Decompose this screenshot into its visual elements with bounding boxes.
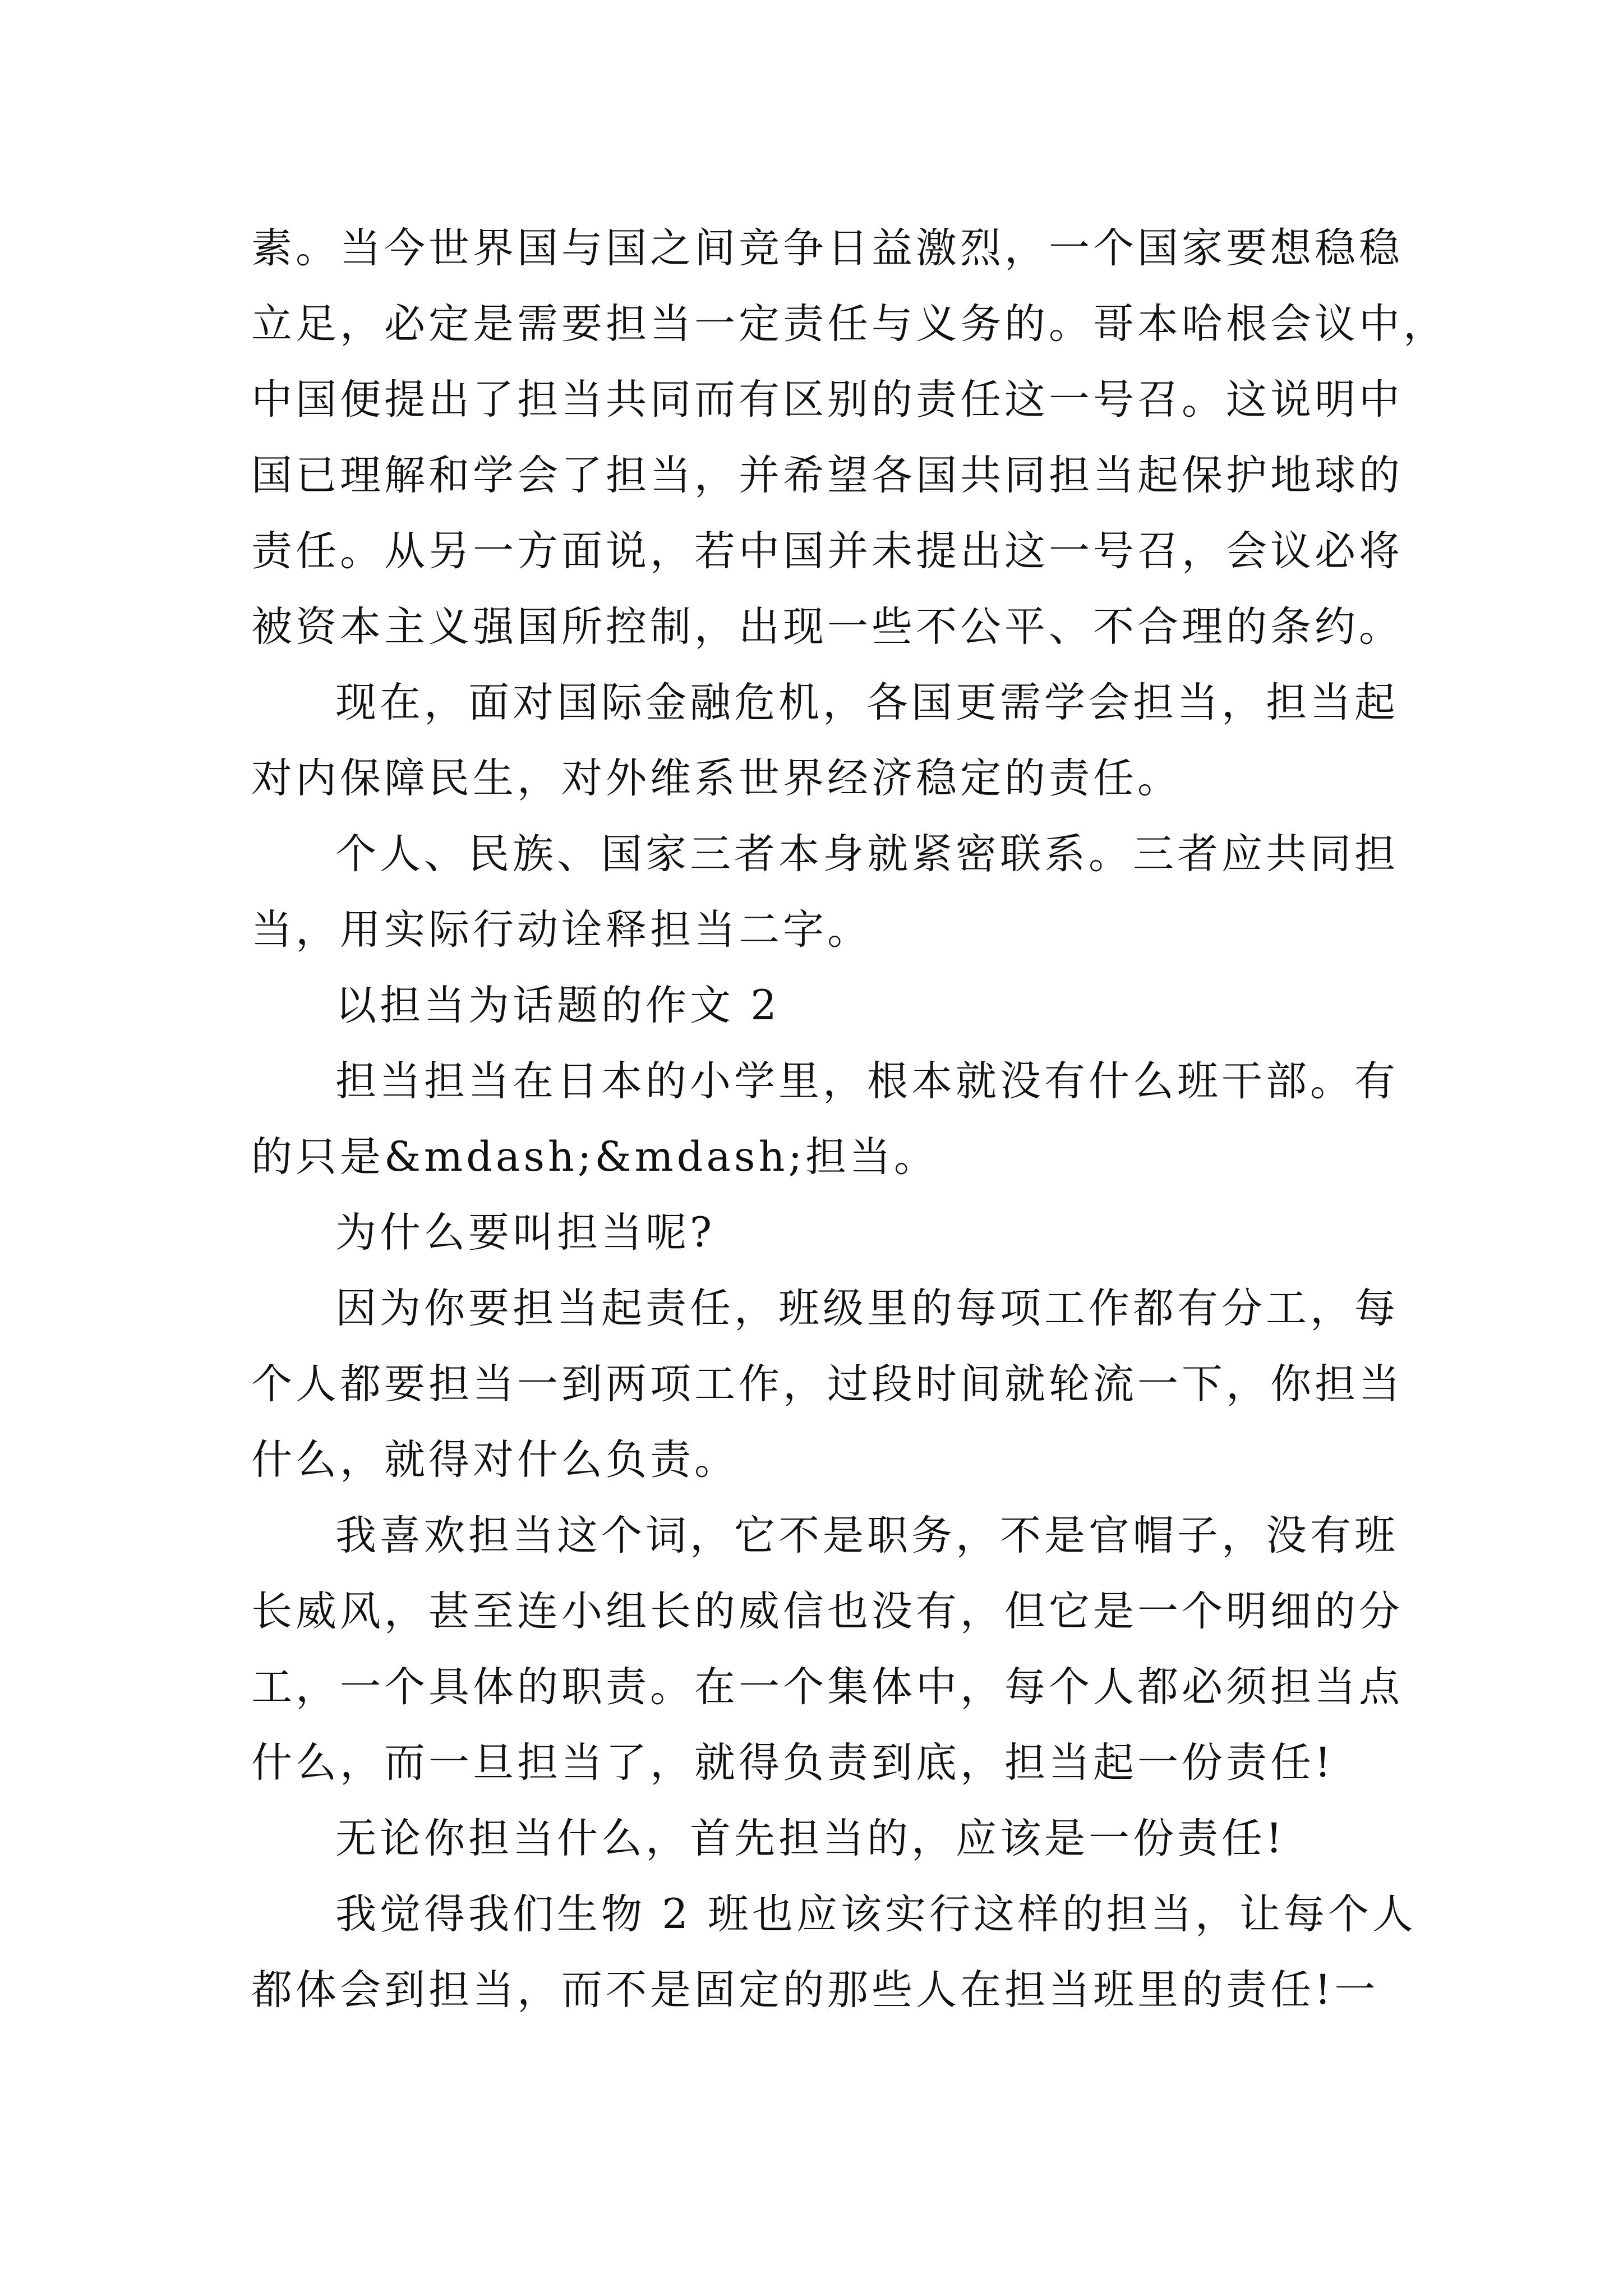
paragraph-start-line: 为什么要叫担当呢? bbox=[335, 1209, 716, 1257]
text-line: 对内保障民生，对外维系世界经济稳定的责任。 bbox=[251, 754, 1182, 802]
paragraph-start-line: 我觉得我们生物 2 班也应该实行这样的担当，让每个人 bbox=[335, 1890, 1417, 1938]
paragraph-start-line: 现在，面对国际金融危机，各国更需学会担当，担当起 bbox=[335, 679, 1399, 726]
text-line: 立足，必定是需要担当一定责任与义务的。哥本哈根会议中， bbox=[251, 300, 1447, 348]
document-body bbox=[251, 210, 1447, 2028]
paragraph-start-line: 无论你担当什么，首先担当的，应该是一份责任! bbox=[335, 1815, 1286, 1862]
paragraph-start-line: 个人、民族、国家三者本身就紧密联系。三者应共同担 bbox=[335, 830, 1399, 878]
text-line: 的只是&mdash;&mdash;担当。 bbox=[251, 1133, 939, 1181]
text-line: 工，一个具体的职责。在一个集体中，每个人都必须担当点 bbox=[251, 1663, 1403, 1711]
text-line: 长威风，甚至连小组长的威信也没有，但它是一个明细的分 bbox=[251, 1588, 1403, 1635]
text-line: 素。当今世界国与国之间竞争日益激烈，一个国家要想稳稳 bbox=[251, 224, 1403, 272]
paragraph-start-line: 担当担当在日本的小学里，根本就没有什么班干部。有 bbox=[335, 1057, 1399, 1105]
text-line: 责任。从另一方面说，若中国并未提出这一号召，会议必将 bbox=[251, 527, 1403, 575]
essay-heading: 以担当为话题的作文 2 bbox=[335, 982, 780, 1029]
text-line: 国已理解和学会了担当，并希望各国共同担当起保护地球的 bbox=[251, 452, 1403, 499]
text-line: 什么，而一旦担当了，就得负责到底，担当起一份责任! bbox=[251, 1739, 1335, 1787]
text-line: 当，用实际行动诠释担当二字。 bbox=[251, 906, 872, 954]
text-line: 个人都要担当一到两项工作，过段时间就轮流一下，你担当 bbox=[251, 1360, 1403, 1408]
text-line: 被资本主义强国所控制，出现一些不公平、不合理的条约。 bbox=[251, 603, 1403, 651]
paragraph-start-line: 因为你要担当起责任，班级里的每项工作都有分工，每 bbox=[335, 1285, 1399, 1332]
text-line: 什么，就得对什么负责。 bbox=[251, 1436, 739, 1484]
paragraph-start-line: 我喜欢担当这个词，它不是职务，不是官帽子，没有班 bbox=[335, 1512, 1399, 1559]
text-line: 中国便提出了担当共同而有区别的责任这一号召。这说明中 bbox=[251, 376, 1403, 424]
text-line: 都体会到担当，而不是固定的那些人在担当班里的责任!一 bbox=[251, 1966, 1379, 2014]
